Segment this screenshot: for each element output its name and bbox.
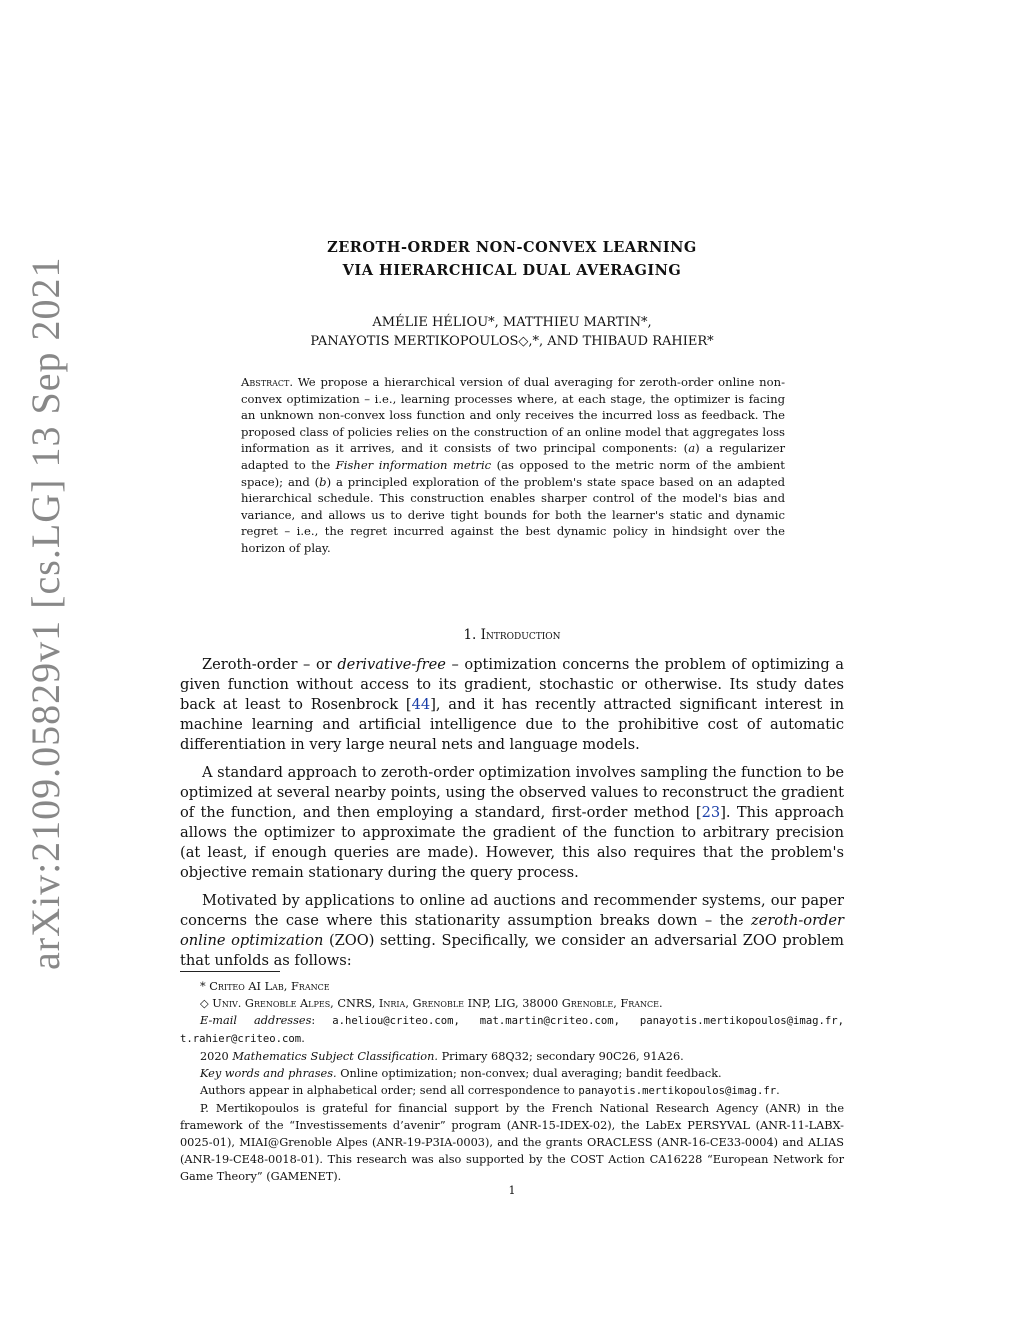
section-title-text: Introduction [480, 627, 561, 643]
para2-text-2: ]. This approach allows the optimizer to approximate the gradient of the function to arbitrary precision (at least, if enough queries are made). However, this also requires that the problem's objective remain stationary during the query process. [180, 804, 845, 881]
para3-emphasis: zeroth-order online optimization [180, 912, 844, 949]
abstract-text-2: ) a regularizer adapted to the [241, 441, 785, 472]
footnote-affiliation-1 [180, 978, 844, 995]
abstract-label: Abstract. [241, 375, 294, 389]
section-heading [180, 627, 844, 643]
abstract-text-3: (as opposed to the metric norm of the ambient space); and ( [241, 457, 785, 489]
para1-emphasis: derivative-free [337, 656, 446, 673]
author-list [180, 313, 844, 351]
para1-text-2: – optimization concerns the problem of optimizing a given function without access to its gradient, stochastic or otherwise. Its study dates back at least to Rosenbrock [ [180, 656, 844, 713]
section-number: 1. [463, 627, 477, 643]
msc-codes: Primary 68Q32; secondary 90C26, 91A26. [437, 1050, 684, 1063]
abstract-fisher-metric: Fisher information metric [335, 457, 492, 472]
footnote-author-order: Authors appear in alphabetical order; send all correspondence to panayotis.mertikopoulos@imag.fr. [200, 1084, 780, 1097]
affiliation-criteo: Criteo AI Lab, France [209, 980, 330, 993]
footnote-mark: * [200, 980, 206, 993]
title-line-1: ZEROTH-ORDER NON-CONVEX LEARNING [327, 239, 697, 256]
paragraph-2 [180, 763, 844, 883]
footnote-affiliation-2 [180, 995, 844, 1012]
msc-year: 2020 [200, 1050, 233, 1063]
authors-line-2: PANAYOTIS MERTIKOPOULOS◇,*, AND THIBAUD RAHIER* [310, 334, 714, 349]
para1-text-1: Zeroth-order – or [202, 656, 338, 673]
abstract [241, 374, 785, 557]
paper-title [180, 236, 844, 282]
introduction-body [180, 655, 844, 979]
arxiv-identifier-stamp: arXiv:2109.05829v1 [cs.LG] 13 Sep 2021 [23, 256, 68, 970]
author-order-text: Authors appear in alphabetical order; send all correspondence to [200, 1084, 579, 1097]
title-line-2: VIA HIERARCHICAL DUAL AVERAGING [342, 262, 682, 279]
paragraph-3 [180, 891, 844, 971]
footnote-emails: E-mail addresses: a.heliou@criteo.com, mat.martin@criteo.com, panayotis.mertikopoulos@imag.fr, t.rahier@criteo.com. [180, 1014, 844, 1045]
abstract-item-b: b [319, 474, 327, 489]
email-addresses[interactable]: a.heliou@criteo.com, mat.martin@criteo.com, panayotis.mertikopoulos@imag.fr, t.rahier@criteo.com [180, 1015, 844, 1045]
para3-text-2: (ZOO) setting. Specifically, we consider an adversarial ZOO problem that unfolds as follows: [180, 932, 845, 969]
paragraph-1 [180, 655, 844, 755]
para2-text-1: A standard approach to zeroth-order optimization involves sampling the function to be optimized at several nearby points, using the observed values to reconstruct the gradient of the function, and then employing a standard, first-order method [ [180, 764, 844, 821]
citation-link[interactable]: 23 [701, 804, 721, 821]
footnote-keywords [180, 1065, 844, 1082]
authors-line-1: AMÉLIE HÉLIOU*, MATTHIEU MARTIN*, [372, 315, 652, 330]
footnotes [180, 978, 844, 1185]
correspondence-email[interactable]: panayotis.mertikopoulos@imag.fr [578, 1085, 777, 1097]
abstract-text-4: ) a principled exploration of the problem's state space based on an adapted hierarchical schedule. This construction enables sharper control of the model's bias and variance, and allows us to derive tight bounds for both the learner's static and dynamic regret – i.e., the regret incurred against the best dynamic policy in hindsight over the horizon of play. [241, 474, 785, 555]
page-number: 1 [508, 1184, 516, 1197]
keywords-label: Key words and phrases. [200, 1067, 337, 1080]
footnote-mark: ◇ [200, 997, 209, 1010]
citation-link[interactable]: 44 [411, 696, 431, 713]
affiliation-grenoble: Univ. Grenoble Alpes, CNRS, Inria, Grenoble INP, LIG, 38000 Grenoble, France. [212, 997, 663, 1010]
para1-text-3: ], and it has recently attracted significant interest in machine learning and artificial intelligence due to the prohibitive cost of automatic differentiation in very large neural nets and language models. [180, 696, 845, 753]
para3-text-1: Motivated by applications to online ad auctions and recommender systems, our paper concerns the case where this stationarity assumption breaks down – the [180, 892, 844, 929]
abstract-item-a: a [688, 441, 696, 456]
msc-label: Mathematics Subject Classification. [232, 1050, 438, 1063]
footnote-separator [180, 971, 280, 972]
footnote-msc [180, 1048, 844, 1065]
email-label: E-mail addresses [200, 1014, 312, 1027]
footnote-funding: P. Mertikopoulos is grateful for financial support by the French National Research Agency (ANR) in the framework of the “Investissements d’avenir” program (ANR-15-IDEX-02), the LabEx PERSYVAL (ANR-11-LABX-0025-01), MIAI@Grenoble Alpes (ANR-19-P3IA-0003), and the grants ORACLESS (ANR-16-CE33-0004) and ALIAS (ANR-19-CE48-0018-01). This research was also supported by the COST Action CA16228 “European Network for Game Theory” (GAMENET). [180, 1102, 844, 1183]
keywords-text: Online optimization; non-convex; dual averaging; bandit feedback. [336, 1067, 722, 1080]
abstract-text-1: We propose a hierarchical version of dual averaging for zeroth-order online non-convex optimization – i.e., learning processes where, at each stage, the optimizer is facing an unknown non-convex loss function and only receives the incurred loss as feedback. The proposed class of policies relies on the construction of an online model that aggregates loss information as it arrives, and it consists of two principal components: ( [241, 375, 785, 456]
